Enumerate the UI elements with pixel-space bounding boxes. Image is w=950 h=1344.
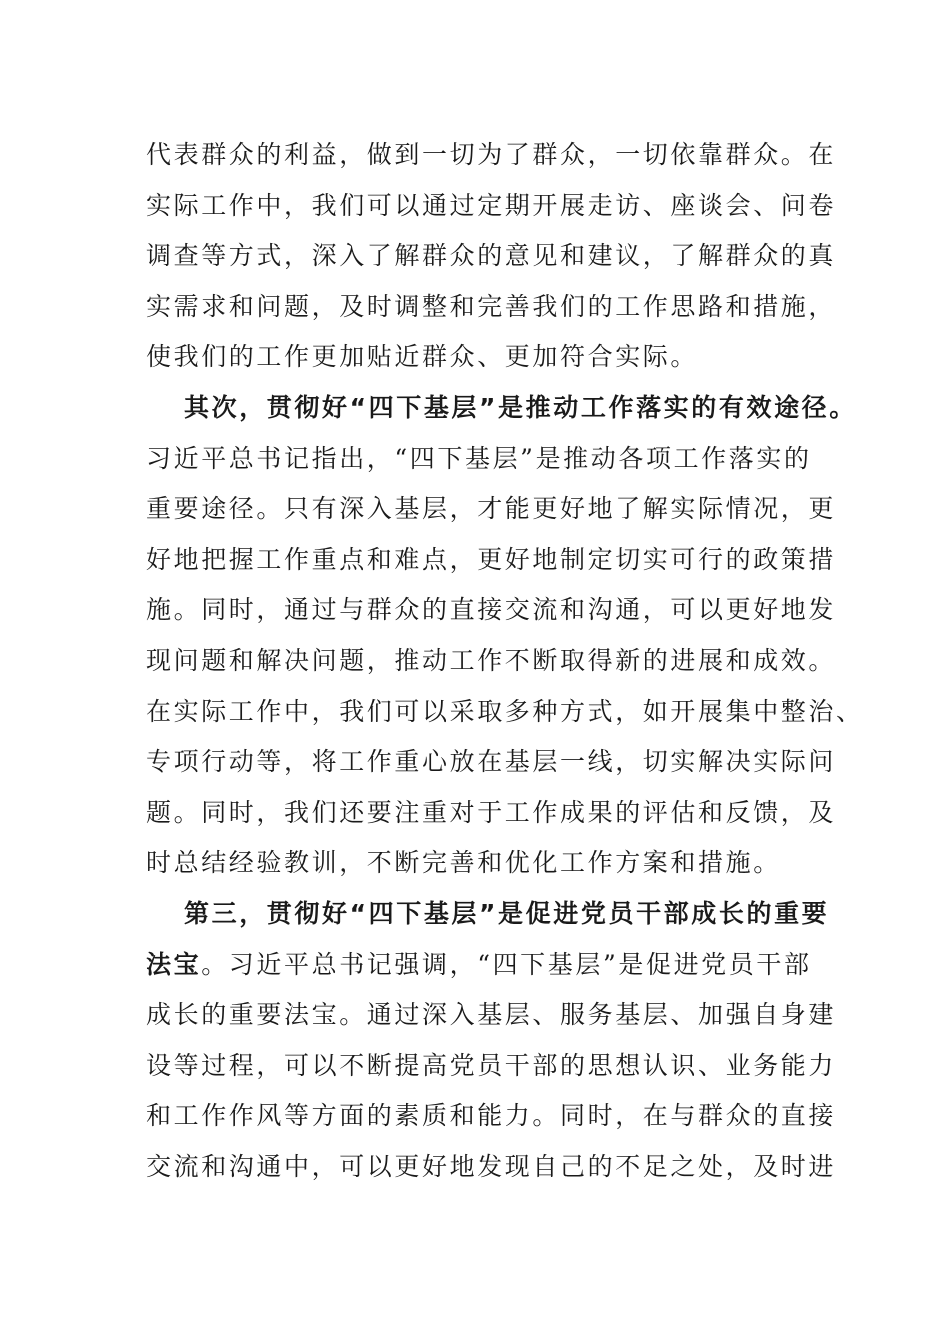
- text-line: [146, 535, 837, 586]
- text-run: 和工作作风等方面的素质和能力。同时，在与群众的直接: [146, 1101, 837, 1131]
- text-line: [146, 130, 837, 181]
- text-run: 交流和沟通中，可以更好地发现自己的不足之处，及时进: [146, 1151, 837, 1181]
- text-line: [146, 332, 796, 383]
- heading-run: 法宝: [146, 949, 202, 979]
- text-line: [146, 484, 837, 535]
- heading-run: 第三，贯彻好“四下基层”是促进党员干部成长的重要: [184, 898, 830, 928]
- text-line: [146, 788, 837, 839]
- text-line: [146, 434, 812, 485]
- text-line: [146, 383, 857, 434]
- text-run: 题。同时，我们还要注重对于工作成果的评估和反馈，及: [146, 797, 837, 827]
- text-run: 专项行动等，将工作重心放在基层一线，切实解决实际问: [146, 747, 837, 777]
- text-run: 成长的重要法宝。通过深入基层、服务基层、加强自身建: [146, 1000, 837, 1030]
- text-line: [146, 231, 837, 282]
- paragraph-1: [146, 130, 837, 383]
- text-run: 施。同时，通过与群众的直接交流和沟通，可以更好地发: [146, 595, 837, 625]
- text-run: 实际工作中，我们可以通过定期开展走访、座谈会、问卷: [146, 190, 837, 220]
- paragraph-2: [146, 383, 864, 889]
- text-line: [146, 1041, 837, 1092]
- text-line: [146, 282, 837, 333]
- text-line: [146, 990, 837, 1041]
- text-line: [146, 940, 812, 991]
- text-run: 现问题和解决问题，推动工作不断取得新的进展和成效。: [146, 645, 837, 675]
- text-run: 好地把握工作重点和难点，更好地制定切实可行的政策措: [146, 544, 837, 574]
- text-line: [146, 889, 830, 940]
- text-run: 习近平总书记指出，“四下基层”是推动各项工作落实的: [146, 443, 812, 473]
- text-run: 重要途径。只有深入基层，才能更好地了解实际情况，更: [146, 494, 837, 524]
- paragraph-3: [146, 889, 837, 1193]
- document-body: [146, 130, 864, 1192]
- text-run: 使我们的工作更加贴近群众、更加符合实际。: [146, 342, 699, 372]
- text-line: [146, 636, 837, 687]
- text-line: [146, 838, 796, 889]
- text-run: 设等过程，可以不断提高党员干部的思想认识、业务能力: [146, 1050, 837, 1080]
- text-run: 代表群众的利益，做到一切为了群众，一切依靠群众。在: [146, 140, 837, 169]
- text-run: 。习近平总书记强调，“四下基层”是促进党员干部: [201, 949, 812, 979]
- text-line: [146, 737, 837, 788]
- text-line: [146, 687, 864, 738]
- text-line: [146, 1142, 837, 1193]
- heading-run: 其次，贯彻好“四下基层”是推动工作落实的有效途径。: [184, 392, 857, 422]
- text-run: 在实际工作中，我们可以采取多种方式，如开展集中整治、: [146, 696, 864, 726]
- text-line: [146, 181, 837, 232]
- text-run: 实需求和问题，及时调整和完善我们的工作思路和措施，: [146, 291, 837, 321]
- text-run: 调查等方式，深入了解群众的意见和建议，了解群众的真: [146, 241, 837, 271]
- text-run: 时总结经验教训，不断完善和优化工作方案和措施。: [146, 848, 781, 878]
- text-line: [146, 1091, 837, 1142]
- text-line: [146, 585, 837, 636]
